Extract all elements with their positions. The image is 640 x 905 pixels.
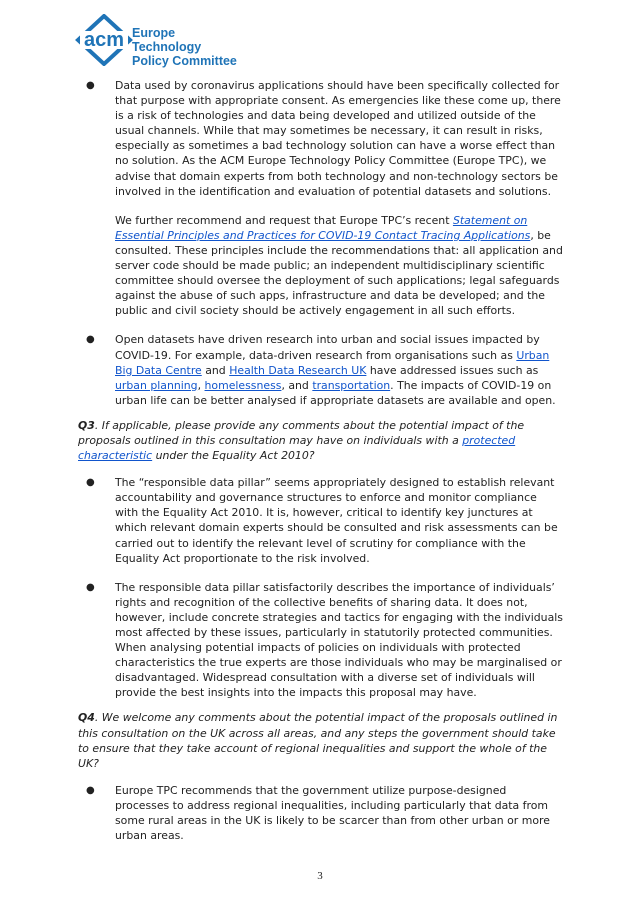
bullet-icon: ● (86, 334, 95, 346)
health-data-research-uk-link[interactable]: Health Data Research UK (229, 363, 367, 377)
list-item (78, 475, 563, 566)
list-item (78, 580, 563, 701)
question-4: Q4. We welcome any comments about the potential impact of the proposals outlined in this consultation on the UK across all areas, and any steps the government should take to ensure that they take account of regional inequalities and support the whole of the UK? (78, 711, 558, 770)
urban-big-data-centre-link[interactable]: Urban Big Data Centre (115, 348, 550, 377)
paragraph: The “responsible data pillar” seems appropriately designed to establish relevant accountability and governance structures to enforce and monitor compliance with the Equality Act 2010. It is, however, critical to identify key junctures at which relevant domain experts should be consulted and risk assessments can be carried out to identify the relevant level of scrutiny for compliance with the Equality Act proportionate to the risk involved. (115, 476, 558, 565)
bullet-icon: ● (86, 581, 95, 593)
logo-line-2: Policy Committee (132, 54, 237, 68)
paragraph: We further recommend and request that Europe TPC’s recent Statement on Essential Principles and Practices for COVID-19 Contact Tracing Applications, be consulted. These principles include the recommendations that: all application and server code should be made public; an independent multidisciplinary scientific committee should oversee the deployment of such applications; legal safeguards against the abuse of such apps, infrastructure and data be developed; and the public and civil society should be actively engagement in all such efforts. (115, 213, 563, 318)
homelessness-link[interactable]: homelessness (204, 378, 282, 392)
question-label: Q4 (78, 711, 95, 725)
main-content (78, 78, 563, 853)
statement-link[interactable]: Statement on Essential Principles and Practices for COVID-19 Contact Tracing Applications (115, 213, 531, 242)
list-item (78, 78, 563, 318)
bullet-icon: ● (86, 477, 95, 489)
paragraph: Europe TPC recommends that the government utilize purpose-designed processes to address regional inequalities, including particularly that data from some rural areas in the UK is likely to be scarcer than from other urban or more urban areas. (115, 783, 550, 843)
acm-diamond-icon (74, 14, 134, 66)
logo-title (132, 26, 244, 68)
page-number: 3 (317, 870, 323, 882)
list-item (78, 783, 563, 843)
question-3: Q3. If applicable, please provide any comments about the potential impact of the proposals outlined in this consultation may have on individuals with a protected characteristic under the Equality Act 2010? (78, 418, 525, 463)
paragraph: Open datasets have driven research into urban and social issues impacted by COVID-19. For example, data-driven research from organisations such as Urban Big Data Centre and Health Data Research UK have addressed issues such as urban planning, homelessness, and transportation. The impacts of COVID-19 on urban life can be better analysed if appropriate datasets are available and open. (115, 333, 556, 407)
question-label: Q3 (78, 418, 95, 432)
bullet-icon: ● (86, 80, 95, 91)
logo-line-1: Europe Technology (132, 26, 202, 54)
svg-text:acm: acm (83, 29, 125, 51)
paragraph: The responsible data pillar satisfactorily describes the importance of individuals’ rights and recognition of the collective benefits of sharing data. It does not, however, include concrete strategies and tactics for engaging with the individuals most affected by these issues, particularly in statutorily protected communities. When analysing potential impacts of policies on individuals with protected characteristics the true experts are those individuals who may be marginalised or disadvantaged. Widespread consultation with a diverse set of individuals will provide the best insights into the impacts this proposal may have. (115, 580, 563, 700)
paragraph: Data used by coronavirus applications should have been specifically collected for that purpose with appropriate consent. As emergencies like these come up, there is a risk of technologies and data being developed and utilized outside of the usual channels. While that may sometimes be necessary, it can result in risks, especially as sometimes a bad technology solution can have a worse effect than no solution. As the ACM Europe Technology Policy Committee (Europe TPC), we advise that domain experts from both technology and non-technology sectors be involved in the identification and evaluation of potential datasets and solutions. (115, 79, 561, 198)
transportation-link[interactable]: transportation (312, 378, 391, 392)
bullet-icon: ● (86, 784, 95, 796)
acm-europe-tpc-logo (74, 14, 244, 66)
list-item (78, 332, 563, 407)
urban-planning-link[interactable]: urban planning (115, 378, 198, 392)
protected-characteristic-link[interactable]: protected characteristic (78, 433, 516, 463)
